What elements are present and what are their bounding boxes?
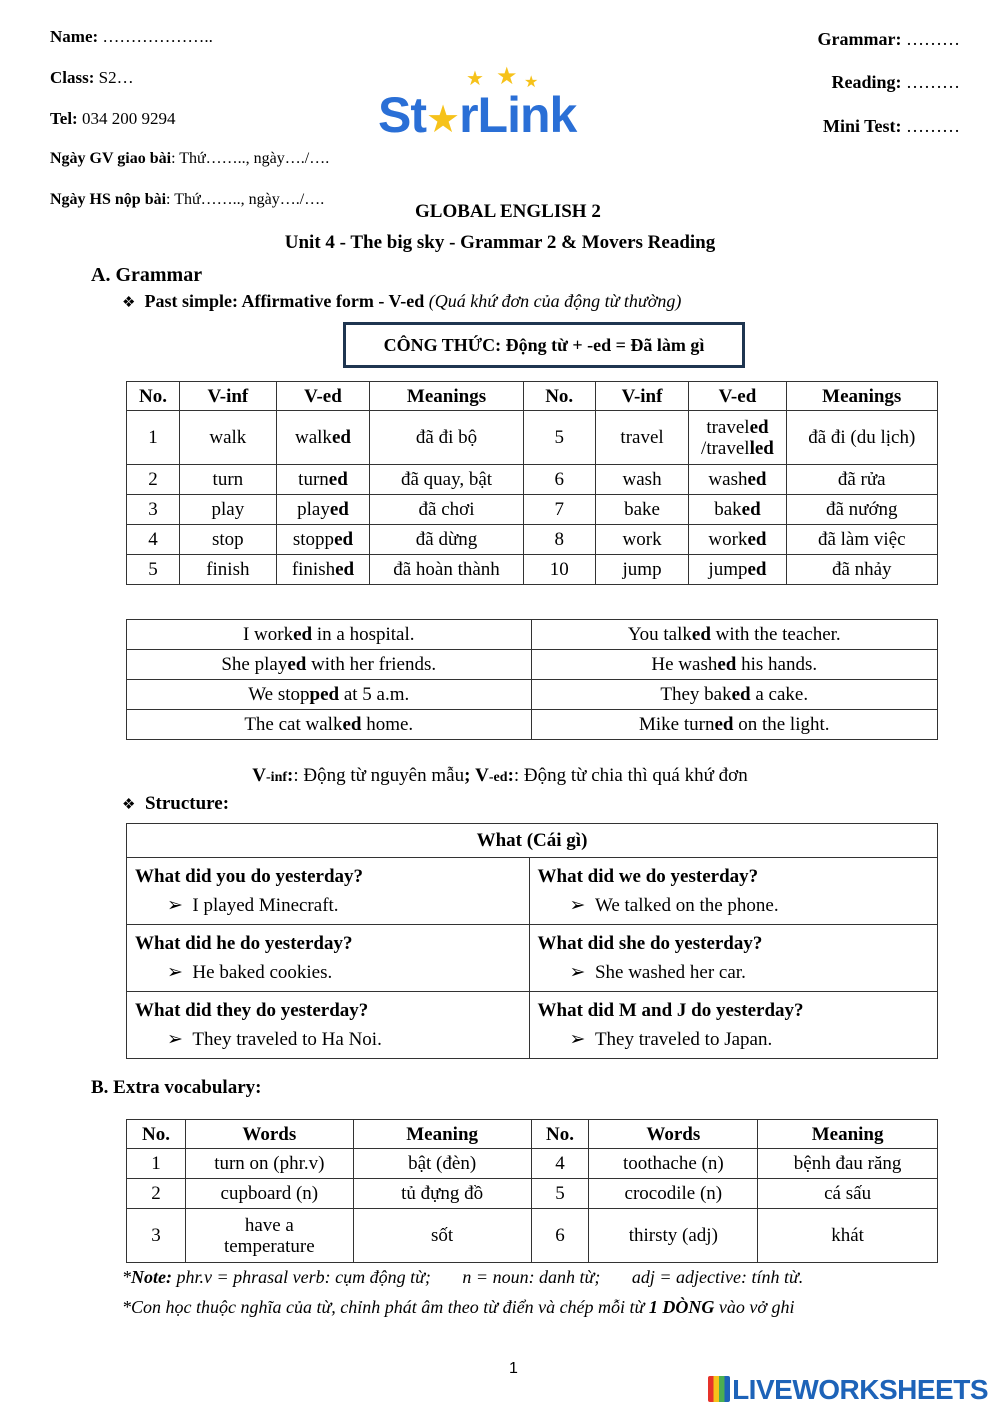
name-value: ……………….. (102, 27, 213, 46)
table-row: She played with her friends. He washed his hands. (127, 650, 938, 680)
table-row: What did you do yesterday? ➢ I played Minecraft. What did we do yesterday? ➢ We talked on the phone. (127, 858, 938, 925)
verb-table (126, 381, 938, 585)
bullet-icon: ❖ (122, 295, 136, 311)
minitest-value: ……… (906, 116, 960, 136)
class-value: S2… (98, 68, 134, 87)
grammar-value: ……… (906, 29, 960, 49)
star-icon: ★ (496, 64, 518, 90)
arrow-icon: ➢ (569, 962, 586, 983)
table-row: The cat walked home. Mike turned on the light. (127, 710, 938, 740)
page-title: GLOBAL ENGLISH 2 (415, 201, 601, 222)
arrow-icon: ➢ (569, 895, 586, 916)
table-row: 1 walk walked đã đi bộ 5 travel traveled /travelled đã đi (du lịch) (127, 411, 938, 465)
page-subtitle: Unit 4 - The big sky - Grammar 2 & Movers Reading (284, 232, 716, 253)
name-label: Name: (50, 27, 99, 46)
table-row: 5 finish finished đã hoàn thành 10 jump jumped đã nhảy (127, 555, 938, 585)
hs-date-value: : Thứ…….., ngày…./…. (166, 191, 325, 208)
note-instruction: *Con học thuộc nghĩa của từ, chỉnh phát âm theo từ điển và chép mỗi từ 1 DÒNG vào vở ghi (122, 1297, 795, 1317)
logo-text: St★rLink (378, 87, 577, 143)
structure-table (126, 823, 938, 1059)
past-simple-heading: ❖ Past simple: Affirmative form - V-ed (Quá khứ đơn của động từ thường) (122, 291, 682, 311)
table-row: 3 have a temperature sốt 6 thirsty (adj) khát (127, 1209, 938, 1263)
example-table (126, 619, 938, 740)
tel-field (50, 109, 175, 129)
gv-date-label: Ngày GV giao bài (50, 150, 172, 167)
table-row: 1 turn on (phr.v) bật (đèn) 4 toothache (n) bệnh đau răng (127, 1149, 938, 1179)
gv-date-value: : Thứ…….., ngày…./…. (171, 150, 330, 167)
liveworksheets-logo: LIVEWORKSHEETS (708, 1374, 988, 1404)
starlink-logo (378, 66, 623, 146)
table-row: 4 stop stopped đã dừng 8 work worked đã làm việc (127, 525, 938, 555)
tel-label: Tel: (50, 109, 78, 128)
reading-label: Reading: (831, 72, 902, 92)
gv-date-field (50, 150, 329, 168)
vocab-table-header: No. Words Meaning No. Words Meaning (127, 1120, 938, 1149)
liveworksheets-icon (708, 1376, 730, 1402)
hs-date-label: Ngày HS nộp bài (50, 191, 167, 208)
table-row: We stopped at 5 a.m. They baked a cake. (127, 680, 938, 710)
section-b-heading: B. Extra vocabulary: (91, 1077, 262, 1098)
arrow-icon: ➢ (167, 962, 183, 983)
class-label: Class: (50, 68, 95, 87)
reading-score (831, 72, 960, 93)
vocab-table (126, 1119, 938, 1263)
table-row: What did they do yesterday? ➢ They traveled to Ha Noi. What did M and J do yesterday? ➢ They traveled to Japan. (127, 992, 938, 1059)
table-row: 2 turn turned đã quay, bật 6 wash washed đã rửa (127, 465, 938, 495)
tel-value: 034 200 9294 (81, 109, 176, 128)
structure-heading: ❖ Structure: (122, 793, 230, 814)
bullet-icon: ❖ (122, 797, 136, 813)
arrow-icon: ➢ (167, 895, 183, 916)
structure-header: What (Cái gì) (127, 824, 938, 858)
formula-box: CÔNG THỨC: Động từ + -ed = Đã làm gì (343, 322, 745, 368)
arrow-icon: ➢ (569, 1029, 586, 1050)
hs-date-field (50, 191, 324, 209)
reading-value: ……… (906, 72, 960, 92)
grammar-score (818, 29, 960, 50)
minitest-label: Mini Test: (822, 116, 902, 136)
star-icon: ★ (524, 74, 539, 91)
v-legend: V-inf:: Động từ nguyên mẫu; V-ed:: Động từ chia thì quá khứ đơn (252, 765, 748, 786)
star-icon: ★ (426, 99, 460, 141)
verb-table-header: No. V-inf V-ed Meanings No. V-inf V-ed Meanings (127, 382, 938, 411)
page-number: 1 (509, 1360, 518, 1377)
minitest-score (823, 116, 960, 137)
grammar-label: Grammar: (817, 29, 902, 49)
table-row: What did he do yesterday? ➢ He baked cookies. What did she do yesterday? ➢ She washed her car. (127, 925, 938, 992)
section-a-heading: A. Grammar (91, 264, 203, 286)
class-field (50, 68, 134, 88)
name-field (50, 27, 213, 47)
star-icon: ★ (466, 68, 484, 90)
table-row: I worked in a hospital. You talked with the teacher. (127, 620, 938, 650)
note-abbreviations: *Note: phr.v = phrasal verb: cụm động từ; n = noun: danh từ; adj = adjective: tính từ. (122, 1267, 804, 1287)
table-row: 2 cupboard (n) tủ đựng đồ 5 crocodile (n) cá sấu (127, 1179, 938, 1209)
table-row: 3 play played đã chơi 7 bake baked đã nướng (127, 495, 938, 525)
arrow-icon: ➢ (167, 1029, 183, 1050)
